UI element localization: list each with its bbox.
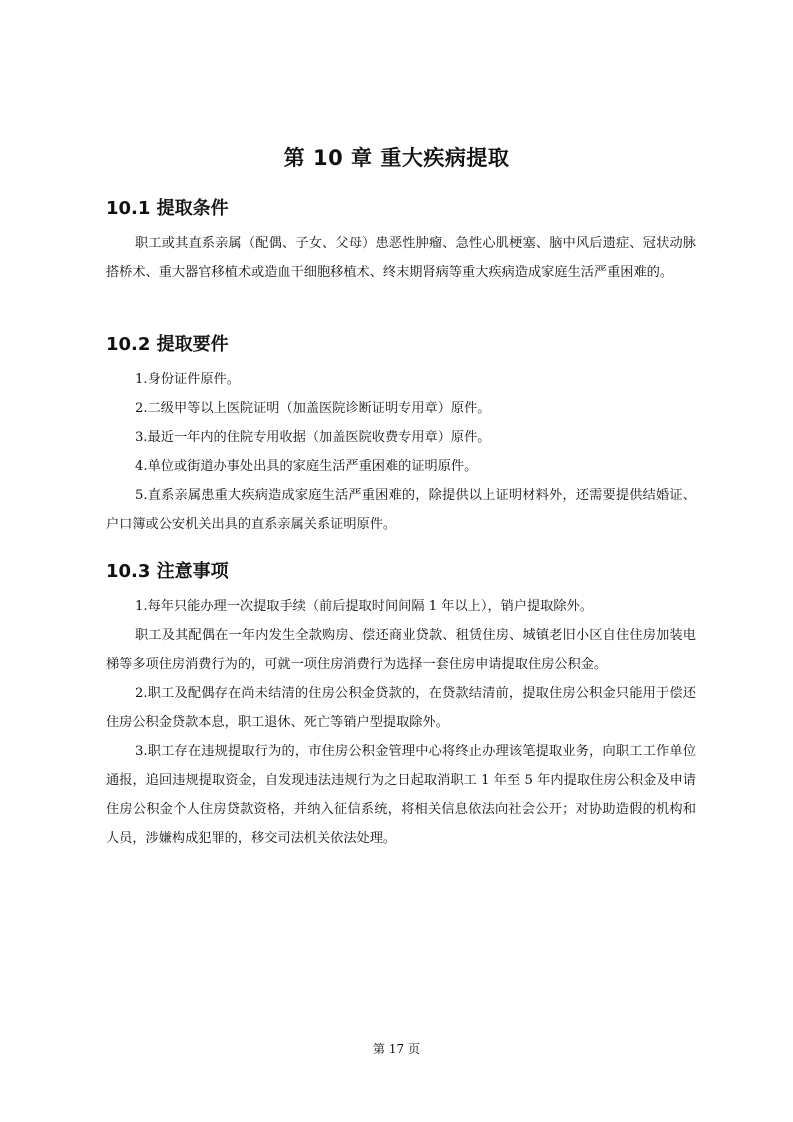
section-required-documents (106, 333, 696, 539)
list-item: 2.二级甲等以上医院证明（加盖医院诊断证明专用章）原件。 (135, 401, 491, 416)
list-item: 4.单位或街道办事处出具的家庭生活严重困难的证明原件。 (135, 459, 478, 474)
section-heading: 10.2 提取要件 (106, 334, 229, 355)
list-item: 3.职工存在违规提取行为的，市住房公积金管理中心将终止办理该笔提取业务，向职工工作单位通报，追回违规提取资金，自发现违法违规行为之日起取消职工 1 年至 5 年内提取住房公积金及申请住房公积金个人住房贷款资格，并纳入征信系统，将相关信息依法向社会公开；对协助造假的机构和人员，涉嫌构成犯罪的，移交司法机关依法处理。 (106, 744, 696, 846)
section-heading: 10.3 注意事项 (106, 561, 229, 582)
list-item: 3.最近一年内的住院专用收据（加盖医院收费专用章）原件。 (135, 430, 491, 445)
chapter-title: 第 10 章 重大疾病提取 (283, 146, 510, 170)
paragraph: 职工或其直系亲属（配偶、子女、父母）患恶性肿瘤、急性心肌梗塞、脑中风后遗症、冠状动脉搭桥术、重大器官移植术或造血干细胞移植术、终末期肾病等重大疾病造成家庭生活严重困难的。 (106, 236, 696, 280)
list-item: 1.身份证件原件。 (135, 372, 240, 387)
section-withdrawal-conditions (106, 197, 696, 287)
paragraph: 职工及其配偶在一年内发生全款购房、偿还商业贷款、租赁住房、城镇老旧小区自住住房加装电梯等多项住房消费行为的，可就一项住房消费行为选择一套住房申请提取住房公积金。 (106, 628, 696, 672)
list-item: 2.职工及配偶存在尚未结清的住房公积金贷款的，在贷款结清前，提取住房公积金只能用于偿还住房公积金贷款本息，职工退休、死亡等销户型提取除外。 (106, 686, 696, 730)
list-item: 5.直系亲属患重大疾病造成家庭生活严重困难的，除提供以上证明材料外，还需要提供结婚证、户口簿或公安机关出具的直系亲属关系证明原件。 (106, 488, 696, 532)
list-item: 1.每年只能办理一次提取手续（前后提取时间间隔 1 年以上），销户提取除外。 (135, 599, 593, 614)
section-notes (106, 560, 696, 853)
section-heading: 10.1 提取条件 (106, 198, 229, 219)
page-number: 第 17 页 (373, 1042, 420, 1056)
